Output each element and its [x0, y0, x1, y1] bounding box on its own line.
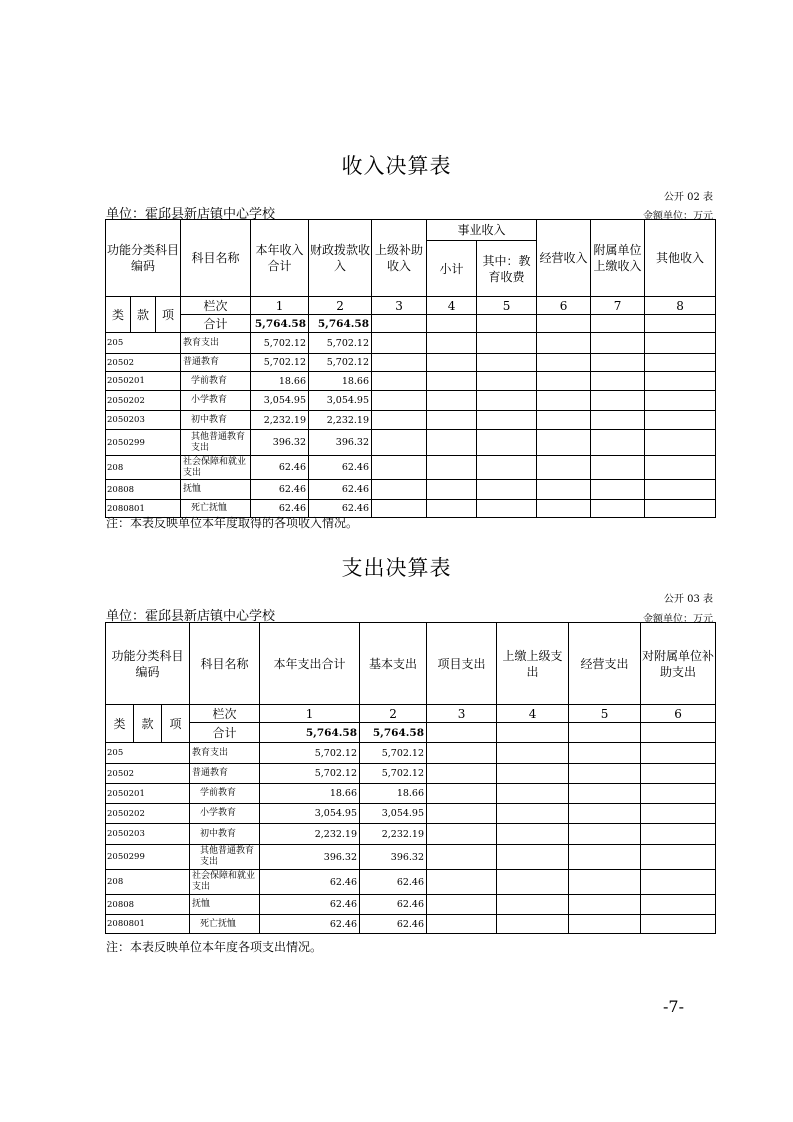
row-fiscal-value: 62.46: [309, 500, 372, 518]
row-code: 2050203: [106, 824, 190, 845]
total-label: 合计: [190, 723, 260, 743]
table-row: [106, 895, 716, 915]
empty-cell: [537, 333, 591, 354]
empty-cell: [427, 784, 497, 804]
empty-cell: [591, 456, 645, 480]
row-subject-name: 抚恤: [181, 480, 251, 500]
table-row: [106, 456, 716, 480]
empty-cell: [427, 764, 497, 784]
empty-cell: [477, 354, 537, 372]
column-number: 4: [497, 705, 569, 723]
total-label: 合计: [181, 315, 251, 333]
header-operating: 经营支出: [569, 623, 641, 705]
income-table: [105, 219, 716, 518]
table-row: [106, 372, 716, 391]
row-subject-name: 教育支出: [190, 743, 260, 764]
row-subject-name: 初中教育: [181, 411, 251, 430]
empty-cell: [497, 784, 569, 804]
table-row: [106, 430, 716, 456]
row-code: 2050203: [106, 411, 181, 430]
header-affiliated-subsidy: 对附属单位补助支出: [641, 623, 716, 705]
expense-title: 支出决算表: [341, 556, 452, 580]
empty-cell: [477, 333, 537, 354]
row-total-value: 5,702.12: [260, 764, 360, 784]
header-total-expense: 本年支出合计: [260, 623, 360, 705]
table-row: [106, 391, 716, 411]
table-row: [106, 333, 716, 354]
empty-cell: [537, 372, 591, 391]
empty-cell: [427, 430, 477, 456]
row-fiscal-value: 5,702.12: [309, 333, 372, 354]
empty-cell: [372, 354, 427, 372]
empty-cell: [591, 411, 645, 430]
row-code: 2080801: [106, 500, 181, 518]
empty-cell: [427, 391, 477, 411]
empty-cell: [372, 430, 427, 456]
header-other: 其他收入: [645, 220, 716, 297]
table-row: [106, 824, 716, 845]
row-code: 2050202: [106, 804, 190, 824]
empty-cell: [427, 845, 497, 870]
table-row: [106, 804, 716, 824]
empty-cell: [497, 915, 569, 934]
header-xiang: 项: [162, 705, 190, 743]
row-basic-value: 3,054.95: [360, 804, 427, 824]
row-total-value: 62.46: [251, 500, 309, 518]
row-total-value: 3,054.95: [260, 804, 360, 824]
empty-cell: [497, 824, 569, 845]
row-basic-value: 5,702.12: [360, 764, 427, 784]
empty-cell: [569, 824, 641, 845]
row-basic-value: 62.46: [360, 895, 427, 915]
row-subject-name: 普通教育: [181, 354, 251, 372]
empty-cell: [641, 845, 716, 870]
header-subject-name: 科目名称: [190, 623, 260, 705]
row-fiscal-value: 3,054.95: [309, 391, 372, 411]
empty-cell: [497, 895, 569, 915]
empty-cell: [569, 764, 641, 784]
empty-cell: [477, 372, 537, 391]
column-number: 3: [427, 705, 497, 723]
row-fiscal-value: 396.32: [309, 430, 372, 456]
empty-cell: [537, 354, 591, 372]
empty-cell: [591, 333, 645, 354]
empty-cell: [427, 915, 497, 934]
row-subject-name: 死亡抚恤: [190, 915, 260, 934]
row-code: 208: [106, 456, 181, 480]
empty-cell: [591, 354, 645, 372]
expense-unit-label: 单位：霍邱县新店镇中心学校: [106, 609, 276, 624]
row-fiscal-value: 62.46: [309, 456, 372, 480]
empty-cell: [591, 391, 645, 411]
income-note: 注：本表反映单位本年度取得的各项收入情况。: [106, 516, 359, 530]
header-affiliated: 附属单位上缴收入: [591, 220, 645, 297]
row-code: 2050202: [106, 391, 181, 411]
empty-cell: [372, 456, 427, 480]
row-subject-name: 教育支出: [181, 333, 251, 354]
empty-cell: [372, 411, 427, 430]
empty-cell: [537, 430, 591, 456]
empty-cell: [537, 500, 591, 518]
header-business-income: 事业收入: [427, 220, 537, 241]
row-total-value: 62.46: [260, 870, 360, 895]
row-subject-name: 初中教育: [190, 824, 260, 845]
empty-cell: [427, 870, 497, 895]
empty-cell: [645, 333, 716, 354]
row-code: 205: [106, 333, 181, 354]
empty-cell: [427, 333, 477, 354]
table-row: [106, 354, 716, 372]
empty-cell: [372, 372, 427, 391]
row-total-value: 2,232.19: [251, 411, 309, 430]
row-subject-name: 学前教育: [181, 372, 251, 391]
column-number: 2: [309, 297, 372, 315]
empty-cell: [427, 500, 477, 518]
empty-cell: [537, 456, 591, 480]
column-number: 4: [427, 297, 477, 315]
total-income-value: 5,764.58: [251, 315, 309, 333]
empty-cell: [497, 870, 569, 895]
empty-cell: [645, 354, 716, 372]
table-row: [106, 411, 716, 430]
empty-cell: [641, 743, 716, 764]
row-basic-value: 2,232.19: [360, 824, 427, 845]
row-total-value: 62.46: [251, 456, 309, 480]
table-row: [106, 480, 716, 500]
row-basic-value: 18.66: [360, 784, 427, 804]
row-code: 20808: [106, 480, 181, 500]
expense-amount-unit: 金额单位：万元: [643, 614, 713, 625]
row-basic-value: 62.46: [360, 870, 427, 895]
row-total-value: 5,702.12: [260, 743, 360, 764]
header-fiscal: 财政拨款收入: [309, 220, 372, 297]
row-basic-value: 396.32: [360, 845, 427, 870]
empty-cell: [645, 411, 716, 430]
row-code: 20502: [106, 354, 181, 372]
empty-cell: [477, 411, 537, 430]
column-number: 1: [251, 297, 309, 315]
column-number: 6: [537, 297, 591, 315]
row-fiscal-value: 5,702.12: [309, 354, 372, 372]
row-fiscal-value: 18.66: [309, 372, 372, 391]
empty-cell: [372, 333, 427, 354]
row-subject-name: 其他普通教育支出: [190, 845, 260, 870]
column-number: 3: [372, 297, 427, 315]
column-number: 6: [641, 705, 716, 723]
row-code: 208: [106, 870, 190, 895]
page-number: -7-: [663, 997, 684, 1016]
empty-cell: [645, 480, 716, 500]
empty-cell: [427, 804, 497, 824]
income-title: 收入决算表: [341, 154, 452, 178]
row-total-value: 62.46: [260, 895, 360, 915]
row-total-value: 5,702.12: [251, 354, 309, 372]
row-fiscal-value: 2,232.19: [309, 411, 372, 430]
table-row: [106, 845, 716, 870]
income-amount-unit: 金额单位：万元: [643, 211, 713, 222]
header-kuan: 款: [131, 297, 156, 333]
empty-cell: [569, 845, 641, 870]
row-code: 2050201: [106, 784, 190, 804]
empty-cell: [427, 824, 497, 845]
empty-cell: [427, 743, 497, 764]
header-superior-remit: 上缴上级支出: [497, 623, 569, 705]
empty-cell: [427, 895, 497, 915]
header-lanci: 栏次: [190, 705, 260, 723]
column-number: 5: [477, 297, 537, 315]
column-number: 1: [260, 705, 360, 723]
empty-cell: [372, 480, 427, 500]
empty-cell: [372, 391, 427, 411]
column-number: 8: [645, 297, 716, 315]
row-code: 2050299: [106, 430, 181, 456]
row-subject-name: 死亡抚恤: [181, 500, 251, 518]
empty-cell: [537, 411, 591, 430]
empty-cell: [569, 804, 641, 824]
header-subtotal: 小计: [427, 241, 477, 297]
row-total-value: 62.46: [260, 915, 360, 934]
empty-cell: [645, 500, 716, 518]
empty-cell: [591, 372, 645, 391]
row-code: 205: [106, 743, 190, 764]
empty-cell: [497, 764, 569, 784]
income-unit-label: 单位：霍邱县新店镇中心学校: [106, 207, 276, 222]
row-code: 20808: [106, 895, 190, 915]
empty-cell: [497, 804, 569, 824]
header-operating: 经营收入: [537, 220, 591, 297]
total-basic-value: 5,764.58: [360, 723, 427, 743]
header-xiang: 项: [156, 297, 181, 333]
empty-cell: [645, 391, 716, 411]
empty-cell: [477, 500, 537, 518]
header-func-code: 功能分类科目编码: [106, 220, 181, 297]
empty-cell: [591, 500, 645, 518]
row-subject-name: 社会保障和就业支出: [190, 870, 260, 895]
expense-table: [105, 622, 716, 934]
empty-cell: [569, 895, 641, 915]
empty-cell: [372, 500, 427, 518]
row-code: 2050299: [106, 845, 190, 870]
empty-cell: [641, 764, 716, 784]
empty-cell: [477, 480, 537, 500]
empty-cell: [477, 456, 537, 480]
empty-cell: [591, 480, 645, 500]
column-number: 2: [360, 705, 427, 723]
row-fiscal-value: 62.46: [309, 480, 372, 500]
row-total-value: 18.66: [260, 784, 360, 804]
empty-cell: [645, 372, 716, 391]
header-total-income: 本年收入合计: [251, 220, 309, 297]
header-lei: 类: [106, 705, 134, 743]
row-subject-name: 抚恤: [190, 895, 260, 915]
header-func-code: 功能分类科目编码: [106, 623, 190, 705]
header-kuan: 款: [134, 705, 162, 743]
row-code: 2080801: [106, 915, 190, 934]
total-fiscal-value: 5,764.58: [309, 315, 372, 333]
empty-cell: [569, 784, 641, 804]
empty-cell: [427, 354, 477, 372]
empty-cell: [641, 784, 716, 804]
row-subject-name: 普通教育: [190, 764, 260, 784]
empty-cell: [569, 915, 641, 934]
header-basic: 基本支出: [360, 623, 427, 705]
empty-cell: [537, 480, 591, 500]
empty-cell: [537, 391, 591, 411]
empty-cell: [641, 824, 716, 845]
empty-cell: [569, 743, 641, 764]
empty-cell: [569, 870, 641, 895]
header-education-fee: 其中：教育收费: [477, 241, 537, 297]
empty-cell: [645, 430, 716, 456]
row-subject-name: 小学教育: [181, 391, 251, 411]
expense-table-number: 公开 03 表: [663, 594, 713, 605]
header-lei: 类: [106, 297, 131, 333]
empty-cell: [427, 372, 477, 391]
row-subject-name: 其他普通教育支出: [181, 430, 251, 456]
empty-cell: [427, 480, 477, 500]
empty-cell: [641, 895, 716, 915]
header-project: 项目支出: [427, 623, 497, 705]
row-total-value: 2,232.19: [260, 824, 360, 845]
empty-cell: [427, 456, 477, 480]
row-total-value: 62.46: [251, 480, 309, 500]
column-number: 7: [591, 297, 645, 315]
empty-cell: [641, 870, 716, 895]
table-row: [106, 743, 716, 764]
header-superior-subsidy: 上级补助收入: [372, 220, 427, 297]
empty-cell: [591, 430, 645, 456]
row-subject-name: 社会保障和就业支出: [181, 456, 251, 480]
table-row: [106, 870, 716, 895]
row-total-value: 5,702.12: [251, 333, 309, 354]
row-subject-name: 学前教育: [190, 784, 260, 804]
row-total-value: 396.32: [251, 430, 309, 456]
row-basic-value: 62.46: [360, 915, 427, 934]
empty-cell: [641, 804, 716, 824]
empty-cell: [477, 391, 537, 411]
row-total-value: 3,054.95: [251, 391, 309, 411]
expense-note: 注：本表反映单位本年度各项支出情况。: [106, 940, 323, 954]
total-expense-value: 5,764.58: [260, 723, 360, 743]
header-subject-name: 科目名称: [181, 220, 251, 297]
empty-cell: [641, 915, 716, 934]
table-row: [106, 915, 716, 934]
row-code: 2050201: [106, 372, 181, 391]
empty-cell: [427, 411, 477, 430]
empty-cell: [497, 845, 569, 870]
income-table-number: 公开 02 表: [663, 192, 713, 203]
row-code: 20502: [106, 764, 190, 784]
row-subject-name: 小学教育: [190, 804, 260, 824]
empty-cell: [645, 456, 716, 480]
row-basic-value: 5,702.12: [360, 743, 427, 764]
empty-cell: [497, 743, 569, 764]
table-row: [106, 784, 716, 804]
header-lanci: 栏次: [181, 297, 251, 315]
row-total-value: 18.66: [251, 372, 309, 391]
row-total-value: 396.32: [260, 845, 360, 870]
empty-cell: [477, 430, 537, 456]
table-row: [106, 764, 716, 784]
column-number: 5: [569, 705, 641, 723]
